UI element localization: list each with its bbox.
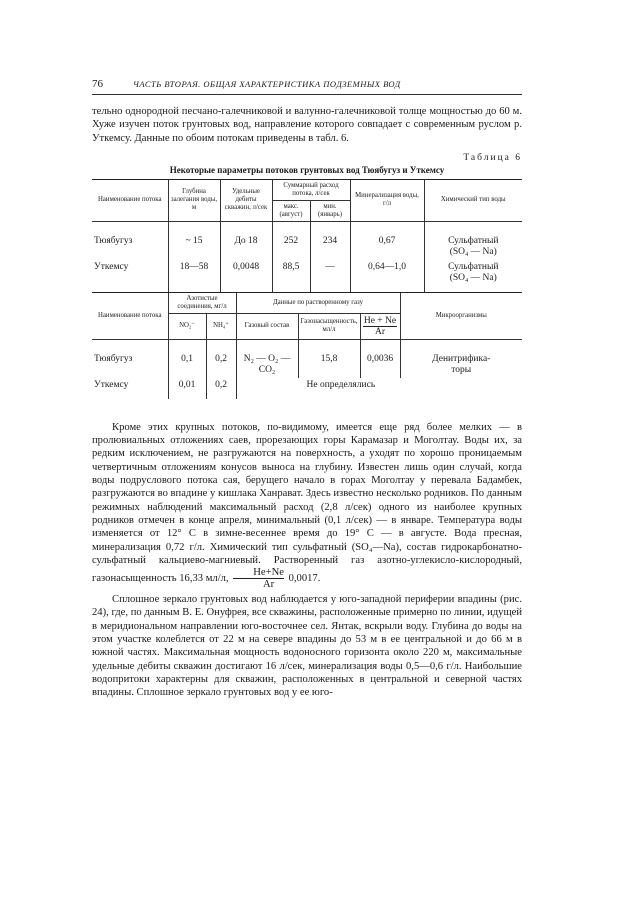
- table-row: [92, 221, 522, 260]
- header-depth: Глубина залегания воды, м: [168, 179, 220, 221]
- cell-he-ne-ar: 0,0036: [360, 339, 400, 378]
- table-title: Некоторые параметры потоков грунтовых вод Тюябугуз и Уткемсу: [169, 164, 445, 175]
- cell-no2: 0,1: [168, 339, 206, 378]
- gas-line-2: CO₂: [258, 364, 276, 375]
- cell-mineral: 0,67: [350, 221, 424, 260]
- header-nh4: NH₄⁺: [206, 313, 236, 339]
- table-row: [92, 260, 522, 292]
- header-gas-saturation: Газонасыщенность, мл/л: [298, 313, 360, 339]
- paragraph-2-text: Кроме этих крупных потоков, по-видимому, имеется еще ряд более мелких — в пролювиальных отложениях саев, прорезающих горы Карамазар и Моголтау. Воды их, за редким исключением, не разгружаются на поверхность, а уходят по хорошо проницаемым четвертичным отложениям конусов выноса на глубину. Известен лишь один случай, когда воды подруслового потока сая, берущего начало в горах Моголтау у перевала Бадамбек, разгружаются во впадине у кишлака Ханрават. Здесь известно несколько родников. По данным режимных наблюдений максимальный расход (2,8 л/сек) одного из наиболее крупных родников отмечен в конце апреля, минимальный (0,1 л/сек) — в январе. Температура воды изменяется от 12° С в зимне-весеннее время до 19° С — в августе. Вода пресная, минерализация 0,72 г/л. Химический тип сульфатный (SO₄—Na), состав гидрокарбонатно-сульфатный кальциево-магниевый. Растворенный газ азотно-углекисло-кислородный, газонасыщенность 16,33 мл/л,: [92, 421, 522, 585]
- micro-line-2: торы: [451, 364, 472, 375]
- header-name: Наименование потока: [92, 179, 168, 221]
- he-ne-ar-fraction: [233, 567, 284, 590]
- cell-mineral: 0,64—1,0: [350, 260, 424, 292]
- header-microorganisms: Микроорганизмы: [400, 292, 522, 339]
- running-title: ЧАСТЬ ВТОРАЯ. ОБЩАЯ ХАРАКТЕРИСТИКА ПОДЗЕМНЫХ ВОД: [133, 79, 401, 89]
- cell-chem: [424, 221, 522, 260]
- header-gas: Данные по растворенному газу: [236, 292, 400, 313]
- cell-max: 252: [272, 221, 310, 260]
- table-part-1: [92, 179, 522, 292]
- chem-line-1: Сульфатный: [448, 235, 499, 246]
- header-mineralization: Минерализация воды, г/л: [350, 179, 424, 221]
- header-total-flow: Суммарный расход потока, л/сек: [272, 179, 350, 200]
- header-no2: NO₂⁻: [168, 313, 206, 339]
- header-he-ne-ar: [360, 313, 400, 339]
- cell-not-determined: Не определялись: [236, 378, 522, 399]
- cell-min: 234: [310, 221, 350, 260]
- cell-nh4: 0,2: [206, 339, 236, 378]
- cell-no2: 0,01: [168, 378, 206, 399]
- cell-gas-composition: [236, 339, 298, 378]
- he-ne-fraction: [363, 316, 397, 337]
- he-ne-den: Ar: [374, 326, 385, 337]
- cell-depth: ~ 15: [168, 221, 220, 260]
- header-max: макс. (август): [272, 200, 310, 221]
- page-number: 76: [92, 78, 103, 90]
- header-gas-composition: Газовый состав: [236, 313, 298, 339]
- cell-microorganisms: [400, 339, 522, 378]
- cell-specific: До 18: [220, 221, 272, 260]
- frac-num: He+Ne: [233, 567, 284, 579]
- gas-line-1: N₂ — O₂ —: [243, 353, 291, 364]
- header-specific-yield: Удельные дебиты скважин, л/сек: [220, 179, 272, 221]
- cell-gas-saturation: 15,8: [298, 339, 360, 378]
- cell-name: Тюябугуз: [94, 235, 133, 246]
- page: [92, 78, 522, 700]
- cell-min: —: [310, 260, 350, 292]
- cell-name: Уткемсу: [94, 379, 129, 390]
- table-row: [92, 378, 522, 399]
- cell-depth: 18—58: [168, 260, 220, 292]
- chem-line-2: (SO₄ — Na): [449, 272, 497, 283]
- table-label: Таблица 6: [463, 152, 522, 163]
- header-nitrogen: Азотистые соединения, мг/л: [168, 292, 236, 313]
- table-part-2: [92, 292, 522, 399]
- frac-den: Ar: [263, 579, 275, 591]
- cell-chem: [424, 260, 522, 292]
- paragraph-2-tail: 0,0017.: [288, 573, 321, 585]
- cell-specific: 0,0048: [220, 260, 272, 292]
- table-row: [92, 339, 522, 378]
- intro-paragraph: тельно однородной песчано-галечниковой и валунно-галечниковой толще мощностью до 60 м. Хуже изучен поток грунтовых вод, направление которого совпадает с современным руслом р. Уткемсу. Данные по обоим потокам приведены в табл. 6.: [92, 106, 522, 144]
- chem-line-2: (SO₄ — Na): [449, 246, 497, 257]
- cell-max: 88,5: [272, 260, 310, 292]
- paragraph-3: Сплошное зеркало грунтовых вод наблюдается у юго-западной периферии впадины (рис. 24), где, по данным В. Е. Онуфрея, все скважины, расположенные примерно по линии, идущей в меридиональном направлении юго-восточнее сел. Янтак, вскрыли воду. Глубина до воды на этом участке колеблется от 22 м на севере впадины до 53 м в ее центральной и до 66 м в южной частях. Максимальная мощность водоносного горизонта около 220 м, максимальные удельные дебиты скважин достигают 16 л/сек, минерализация воды 0,5—0,6 г/л. Наибольшие водопритоки характерны для скважин, расположенных в центральной и северной частях впадины. Сплошное зеркало грунтовых вод у ее юго-: [92, 594, 522, 699]
- he-ne-num: He + Ne: [363, 315, 397, 326]
- header-min: мин. (январь): [310, 200, 350, 221]
- cell-name: Тюябугуз: [94, 353, 133, 364]
- running-head: [92, 78, 522, 95]
- cell-name: Уткемсу: [94, 261, 129, 272]
- header-chem-type: Химический тип воды: [424, 179, 522, 221]
- paragraph-2: [92, 421, 522, 590]
- chem-line-1: Сульфатный: [448, 261, 499, 272]
- header-name: Наименование потока: [92, 292, 168, 339]
- cell-nh4: 0,2: [206, 378, 236, 399]
- micro-line-1: Денитрифика-: [432, 353, 491, 364]
